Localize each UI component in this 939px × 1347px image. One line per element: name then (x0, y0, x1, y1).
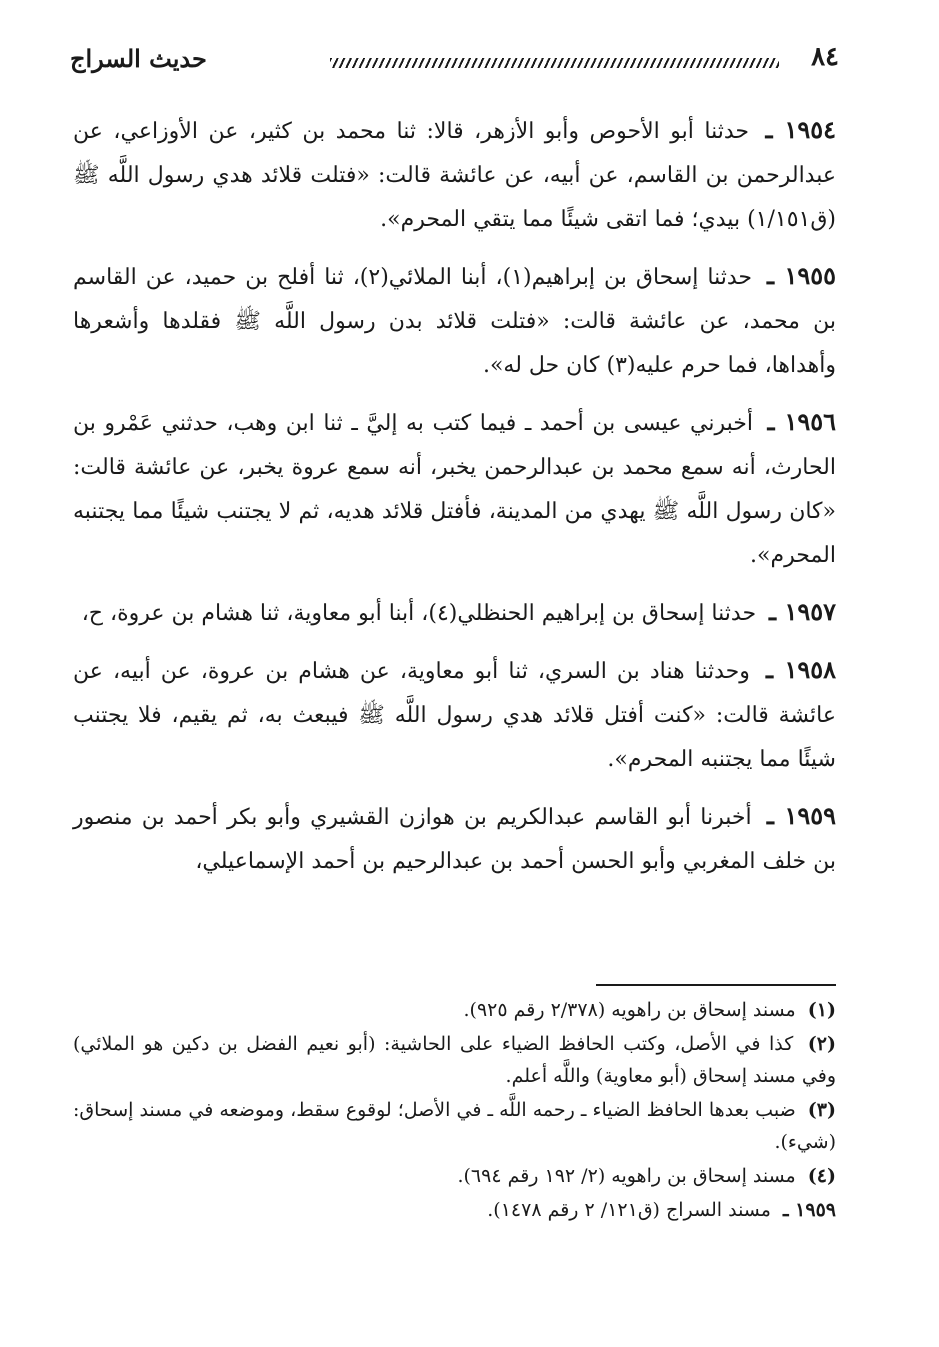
hadith-number: ١٩٥٤ ـ (765, 115, 836, 144)
hadith-1956 (73, 400, 836, 578)
hadith-number: ١٩٥٩ ـ (766, 801, 836, 830)
hadith-text: حدثنا أبو الأحوص وأبو الأزهر، قالا: ثنا محمد بن كثير، عن الأوزاعي، عن عبدالرحمن بن القاسم، عن أبيه، عن عائشة قالت: «فتلت قلائد هدي رسول اللَّه ﷺ (ق١/١٥١) بيدي؛ فما اتقى شيئًا مما يتقي المحرم». (73, 119, 836, 232)
footnote-text: ضبب بعدها الحافظ الضياء ـ رحمه اللَّه ـ في الأصل؛ لوقوع سقط، وموضعه في مسند إسحاق: (شيء). (73, 1099, 836, 1153)
hadith-1958 (73, 648, 836, 782)
footnote-2 (73, 1028, 836, 1092)
hadith-text: حدثنا إسحاق بن إبراهيم(١)، أبنا الملائي(٢)، ثنا أفلح بن حميد، عن القاسم بن محمد، عن عائشة قالت: «فتلت قلائد بدن رسول اللَّه ﷺ فقلدها وأشعرها وأهداها، فما حرم عليه(٣) كان حل له». (73, 265, 836, 378)
footnote-text: مسند إسحاق بن راهويه (٢/٣٧٨ رقم ٩٢٥). (463, 999, 796, 1021)
footnotes (73, 994, 836, 1228)
hadith-1957 (73, 590, 836, 636)
footnote-mark: (٤) (807, 1165, 836, 1187)
footnote-text: مسند إسحاق بن راهويه (٢/ ١٩٢ رقم ٦٩٤). (457, 1165, 796, 1187)
footnote-text: كذا في الأصل، وكتب الحافظ الضياء على الحاشية: (أبو نعيم الفضل بن دكين هو الملائي) وفي مسند إسحاق (أبو معاوية) واللَّه أعلم. (73, 1033, 836, 1087)
footnote-4 (73, 1160, 836, 1192)
page-number: ٨٤ (811, 42, 839, 72)
hadith-text: وحدثنا هناد بن السري، ثنا أبو معاوية، عن هشام بن عروة، عن أبيه، عن عائشة قالت: «كنت أفتل قلائد هدي رسول اللَّه ﷺ فيبعث به، ثم يقيم، فلا يجتنب شيئًا مما يجتنبه المحرم». (73, 659, 836, 772)
hadith-number: ١٩٥٨ ـ (765, 655, 837, 684)
hadith-text: أخبرني عيسى بن أحمد ـ فيما كتب به إليَّ ـ ثنا ابن وهب، حدثني عَمْرو بن الحارث، أنه سمع محمد بن عبدالرحمن يخبر، أنه سمع عروة يخبر، عن عائشة قالت: «كان رسول اللَّه ﷺ يهدي من المدينة، فأفتل قلائد هديه، ثم لا يجتنب شيئًا مما يجتنبه المحرم». (73, 411, 836, 568)
footnote-mark: (٣) (807, 1099, 837, 1121)
footnote-3 (73, 1094, 836, 1158)
footnote-hadith-1959 (73, 1194, 836, 1226)
hadith-text: حدثنا إسحاق بن إبراهيم الحنظلي(٤)، أبنا أبو معاوية، ثنا هشام بن عروة، ح، (81, 601, 757, 626)
footnote-text: مسند السراج (ق١٢١/ ٢ رقم ١٤٧٨). (487, 1199, 771, 1221)
footnote-mark: ١٩٥٩ ـ (782, 1199, 836, 1221)
footnote-separator (596, 984, 836, 986)
hadith-1954 (73, 108, 836, 242)
running-title: حديث السراج (70, 44, 207, 73)
hadith-1955 (73, 254, 836, 388)
footnote-1 (73, 994, 836, 1026)
hadith-number: ١٩٥٥ ـ (767, 261, 836, 290)
hadith-text: أخبرنا أبو القاسم عبدالكريم بن هوازن القشيري وأبو بكر أحمد بن منصور بن خلف المغربي وأبو الحسن أحمد بن عبدالرحيم بن أحمد الإسماعيلي، (73, 805, 836, 874)
page-header (70, 38, 839, 78)
main-text (73, 108, 836, 896)
hadith-number: ١٩٥٦ ـ (767, 407, 836, 436)
hadith-number: ١٩٥٧ ـ (769, 597, 836, 626)
hadith-1959 (73, 794, 836, 884)
footnote-mark: (٢) (807, 1033, 836, 1055)
footnote-mark: (١) (807, 999, 836, 1021)
header-decorative-rule (330, 58, 779, 68)
